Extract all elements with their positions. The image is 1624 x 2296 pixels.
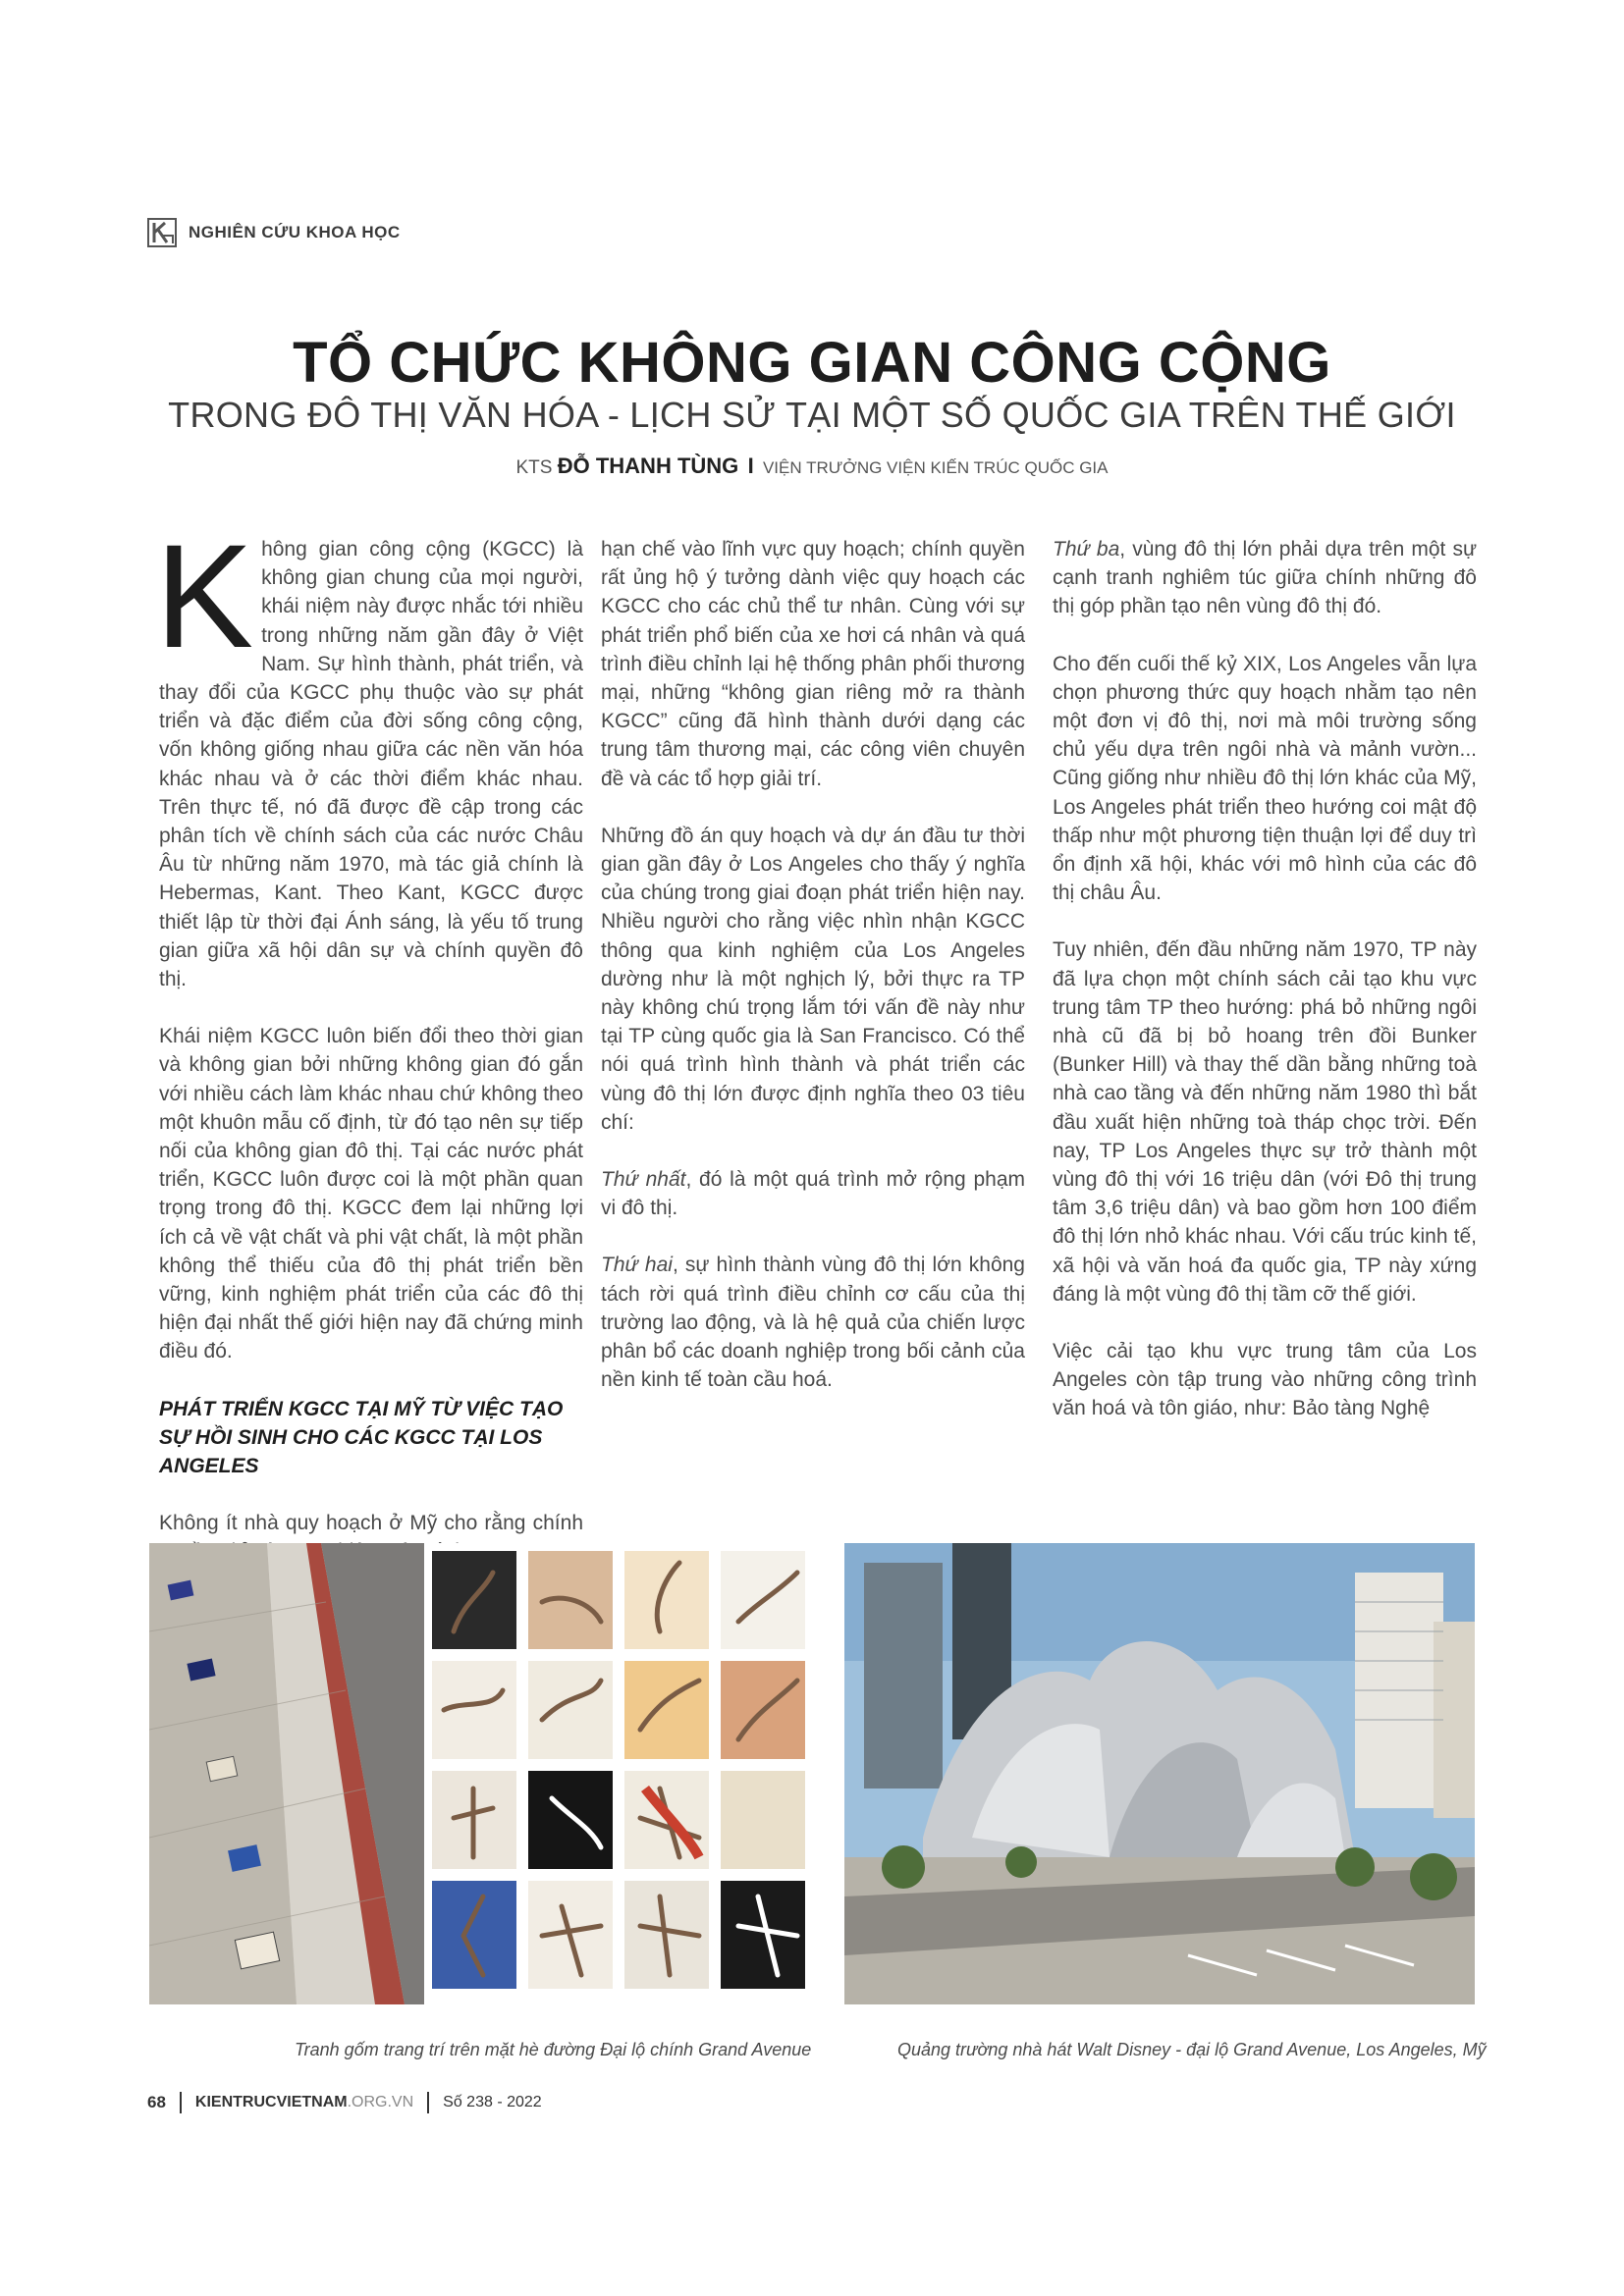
paragraph: Những đồ án quy hoạch và dự án đầu tư thời gian gần đây ở Los Angeles cho thấy ý nghĩa của chúng trong giai đoạn phát triển hiện nay. Nhiều người cho rằng việc nhìn nhận KGCC thông qua kinh nghiệm của Los Angeles dường như là một nghịch lý, bởi thực ra TP này không chú trọng lắm tới vấn đề này như tại TP cùng quốc gia là San Francisco. Có thể nói quá trình hình thành và phát triển các vùng đô thị lớn được định nghĩa theo 03 tiêu chí: <box>601 824 1025 1134</box>
byline <box>0 454 1624 479</box>
paragraph <box>1053 535 1477 621</box>
text-column-2 <box>601 535 1025 1422</box>
emphasis: Thứ hai <box>601 1254 673 1277</box>
text-column-3 <box>1053 535 1477 1452</box>
paragraph-text: , đó là một quá trình mở rộng phạm vi đô thị. <box>601 1168 1025 1220</box>
issue-number: Số 238 - 2022 <box>443 2094 542 2110</box>
page-footer <box>147 2092 542 2113</box>
magazine-logo-icon <box>147 218 177 247</box>
left-photo-caption: Tranh gốm trang trí trên mặt hè đường Đại lộ chính Grand Avenue <box>295 2040 812 2059</box>
paragraph: Việc cải tạo khu vực trung tâm của Los Angeles còn tập trung vào những công trình văn hoá và tôn giáo, như: Bảo tàng Nghệ <box>1053 1340 1477 1420</box>
paragraph: Tuy nhiên, đến đầu những năm 1970, TP này đã lựa chọn một chính sách cải tạo khu vực trung tâm TP theo hướng: phá bỏ những ngôi nhà cũ đã bị bỏ hoang trên đồi Bunker (Bunker Hill) và thay thế dần bằng những toà nhà cao tầng và đến những năm 1980 thì bắt đầu xuất hiện những toà tháp chọc trời. Đến nay, TP Los Angeles thực sự trở thành một vùng đô thị với 16 triệu dân (với Đô thị trung tâm 3,6 triệu dân) và bao gồm hơn 100 điểm đô thị lớn nhỏ khác nhau. Với cấu trúc kinh tế, xã hội và văn hoá đa quốc gia, TP này xứng đáng là một vùng đô thị tầm cỡ thế giới. <box>1053 938 1477 1306</box>
paragraph-text: , vùng đô thị lớn phải dựa trên một sự cạnh tranh nghiêm túc giữa chính những đô thị góp phần tạo nên vùng đô thị đó. <box>1053 538 1478 618</box>
author-name: ĐỖ THANH TÙNG <box>557 454 739 478</box>
site-name-main: KIENTRUCVIETNAM <box>194 2094 348 2110</box>
drop-cap: K <box>155 513 254 678</box>
page-number: 68 <box>147 2093 166 2111</box>
paragraph <box>601 1251 1025 1394</box>
article-subtitle: TRONG ĐÔ THỊ VĂN HÓA - LỊCH SỬ TẠI MỘT SỐ QUỐC GIA TRÊN THẾ GIỚI <box>168 395 1456 435</box>
paragraph-text: , sự hình thành vùng đô thị lớn không tách rời quá trình điều chỉnh cơ cấu của thị trường lao động, và là hệ quả của chiến lược phân bổ các doanh nghiệp trong bối cảnh của nền kinh tế toàn cầu hoá. <box>601 1254 1025 1392</box>
article-title: TỔ CHỨC KHÔNG GIAN CÔNG CỘNG <box>293 331 1331 395</box>
paragraph <box>601 1165 1025 1222</box>
section-label <box>147 218 401 247</box>
byline-separator: I <box>747 454 754 478</box>
sidewalk-tiles-photo <box>149 1543 819 2004</box>
paragraph <box>155 513 583 993</box>
paragraph: Không ít nhà quy hoạch ở Mỹ cho rằng chính <box>159 1511 583 1534</box>
footer-divider <box>427 2092 429 2113</box>
paragraph-text: hông gian công cộng (KGCC) là không gian chung của mọi người, khái niệm này được nhắc tới nhiều trong những năm gần đây ở Việt Nam. Sự hình thành, phát triển, và thay đổi của KGCC phụ thuộc vào sự phát triển và đặc điểm của đời sống công cộng, vốn không giống nhau giữa các nền văn hóa khác nhau và ở các thời điểm khác nhau. Trên thực tế, nó đã được đề cập trong các phân tích về chính sách của các nước Châu Âu từ những năm 1970, mà tác giả chính là Hebermas, Kant. Theo Kant, KGCC được thiết lập từ thời đại Ánh sáng, là yếu tố trung gian giữa xã hội dân sự và chính quyền đô thị. <box>159 538 583 991</box>
paragraph: Khái niệm KGCC luôn biến đổi theo thời gian và không gian bởi những không gian đó gắn với nhiều cách làm khác nhau chứ không theo một khuôn mẫu cố định, từ đó tạo nên sự tiếp nối của không gian đô thị. Tại các nước phát triển, KGCC luôn được coi là một phần quan trọng trong đô thị. KGCC đem lại những lợi ích cả về vật chất và phi vật chất, là một phần không thể thiếu của đô thị phát triển bền vững, kinh nghiệm phát triển của các đô thị hiện đại nhất thế giới hiện nay đã chứng minh điều đó. <box>159 1025 583 1363</box>
paragraph: Cho đến cuối thế kỷ XIX, Los Angeles vẫn lựa chọn phương thức quy hoạch nhằm tạo nên một đơn vị đô thị, nơi mà môi trường sống chủ yếu dựa trên ngôi nhà và mảnh vườn... Cũng giống như nhiều đô thị lớn khác của Mỹ, Los Angeles phát triển theo hướng coi mật độ thấp như một phương tiện thuận lợi để duy trì ổn định xã hội, khác với mô hình của các đô thị châu Âu. <box>1053 652 1477 905</box>
section-heading: PHÁT TRIỂN KGCC TẠI MỸ TỪ VIỆC TẠO SỰ HỒI SINH CHO CÁC KGCC TẠI LOS ANGELES <box>159 1397 564 1477</box>
right-photo-caption: Quảng trường nhà hát Walt Disney - đại lộ Grand Avenue, Los Angeles, Mỹ <box>897 2040 1487 2059</box>
concert-hall-photo <box>844 1543 1475 2004</box>
byline-prefix: KTS <box>515 457 553 478</box>
paragraph: hạn chế vào lĩnh vực quy hoạch; chính quyền rất ủng hộ ý tưởng dành việc quy hoạch các KGCC cho các chủ thể tư nhân. Cùng với sự phát triển phổ biến của xe hơi cá nhân và quá trình điều chỉnh lại hệ thống phân phối thương mại, những “không gian riêng mở ra thành KGCC” cũng đã hình thành dưới dạng các trung tâm thương mại, các công viên chuyên đề và các tổ hợp giải trí. <box>601 538 1025 790</box>
site-name <box>195 2094 413 2111</box>
site-name-domain: .ORG.VN <box>347 2094 414 2110</box>
author-affiliation: VIỆN TRƯỞNG VIỆN KIẾN TRÚC QUỐC GIA <box>762 458 1109 477</box>
emphasis: Thứ nhất <box>601 1168 686 1192</box>
footer-divider <box>180 2092 182 2113</box>
section-name: NGHIÊN CỨU KHOA HỌC <box>189 223 401 241</box>
text-column-1 <box>155 513 583 1594</box>
emphasis: Thứ ba <box>1053 538 1120 561</box>
